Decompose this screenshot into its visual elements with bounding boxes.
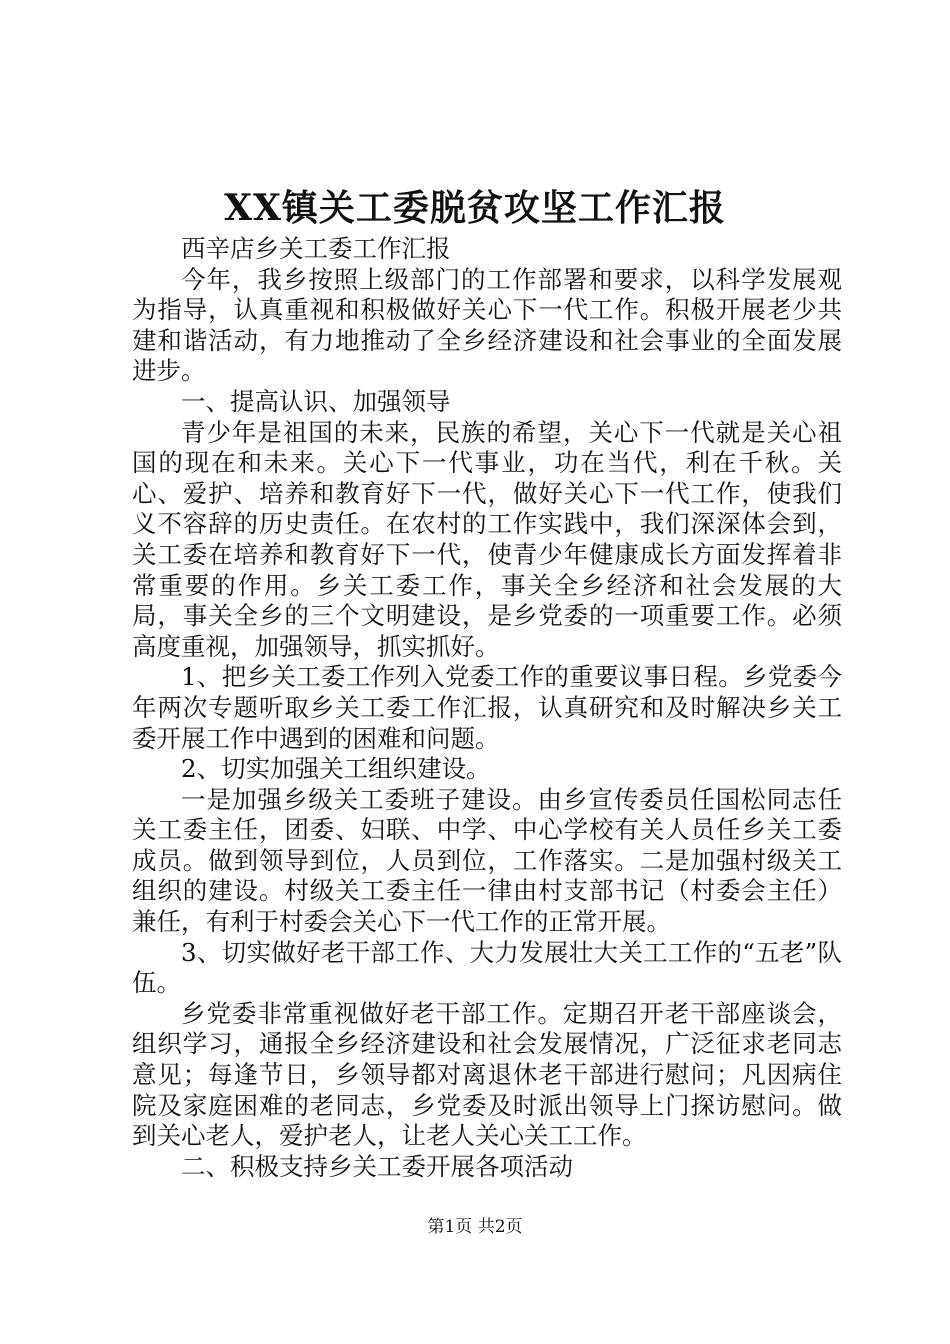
report-subtitle: 西辛店乡关工委工作汇报	[181, 234, 451, 263]
document-body	[132, 234, 842, 1182]
section-heading-1: 一、提高认识、加强领导	[181, 386, 451, 416]
intro-paragraph: 今年，我乡按照上级部门的工作部署和要求，以科学发展观为指导，认真重视和积极做好关心下一代工作。积极开展老少共建和谐活动，有力地推动了全乡经济建设和社会事业的全面发展进步。	[132, 264, 842, 386]
page-footer: 第1页 共2页	[427, 1217, 523, 1237]
item-1-paragraph: 1、把乡关工委工作列入党委工作的重要议事日程。乡党委今年两次专题听取乡关工委工作汇报，认真研究和及时解决乡关工委开展工作中遇到的困难和问题。	[132, 662, 842, 753]
item-2-heading: 2、切实加强关工组织建设。	[181, 754, 491, 784]
section-1-paragraph: 青少年是祖国的未来，民族的希望，关心下一代就是关心祖国的现在和未来。关心下一代事业，功在当代，利在千秋。关心、爱护、培养和教育好下一代，做好关心下一代工作，使我们义不容辞的历史责任。在农村的工作实践中，我们深深体会到，关工委在培养和教育好下一代，使青少年健康成长方面发挥着非常重要的作用。乡关工委工作，事关全乡经济和社会发展的大局，事关全乡的三个文明建设，是乡党委的一项重要工作。必须高度重视，加强领导，抓实抓好。	[132, 417, 842, 661]
document-title: XX镇关工委脱贫攻坚工作汇报	[224, 187, 726, 229]
item-3-heading: 3、切实做好老干部工作、大力发展壮大关工工作的“五老”队伍。	[132, 937, 842, 998]
section-heading-2: 二、积极支持乡关工委开展各项活动	[181, 1151, 573, 1181]
item-2-paragraph: 一是加强乡级关工委班子建设。由乡宣传委员任国松同志任关工委主任，团委、妇联、中学、中心学校有关人员任乡关工委成员。做到领导到位，人员到位，工作落实。二是加强村级关工组织的建设。村级关工委主任一律由村支部书记（村委会主任）兼任，有利于村委会关心下一代工作的正常开展。	[132, 784, 842, 937]
item-3-paragraph: 乡党委非常重视做好老干部工作。定期召开老干部座谈会，组织学习，通报全乡经济建设和社会发展情况，广泛征求老同志意见；每逢节日，乡领导都对离退休老干部进行慰问；凡因病住院及家庭困难的老同志，乡党委及时派出领导上门探访慰问。做到关心老人，爱护老人，让老人关心关工工作。	[132, 998, 842, 1151]
